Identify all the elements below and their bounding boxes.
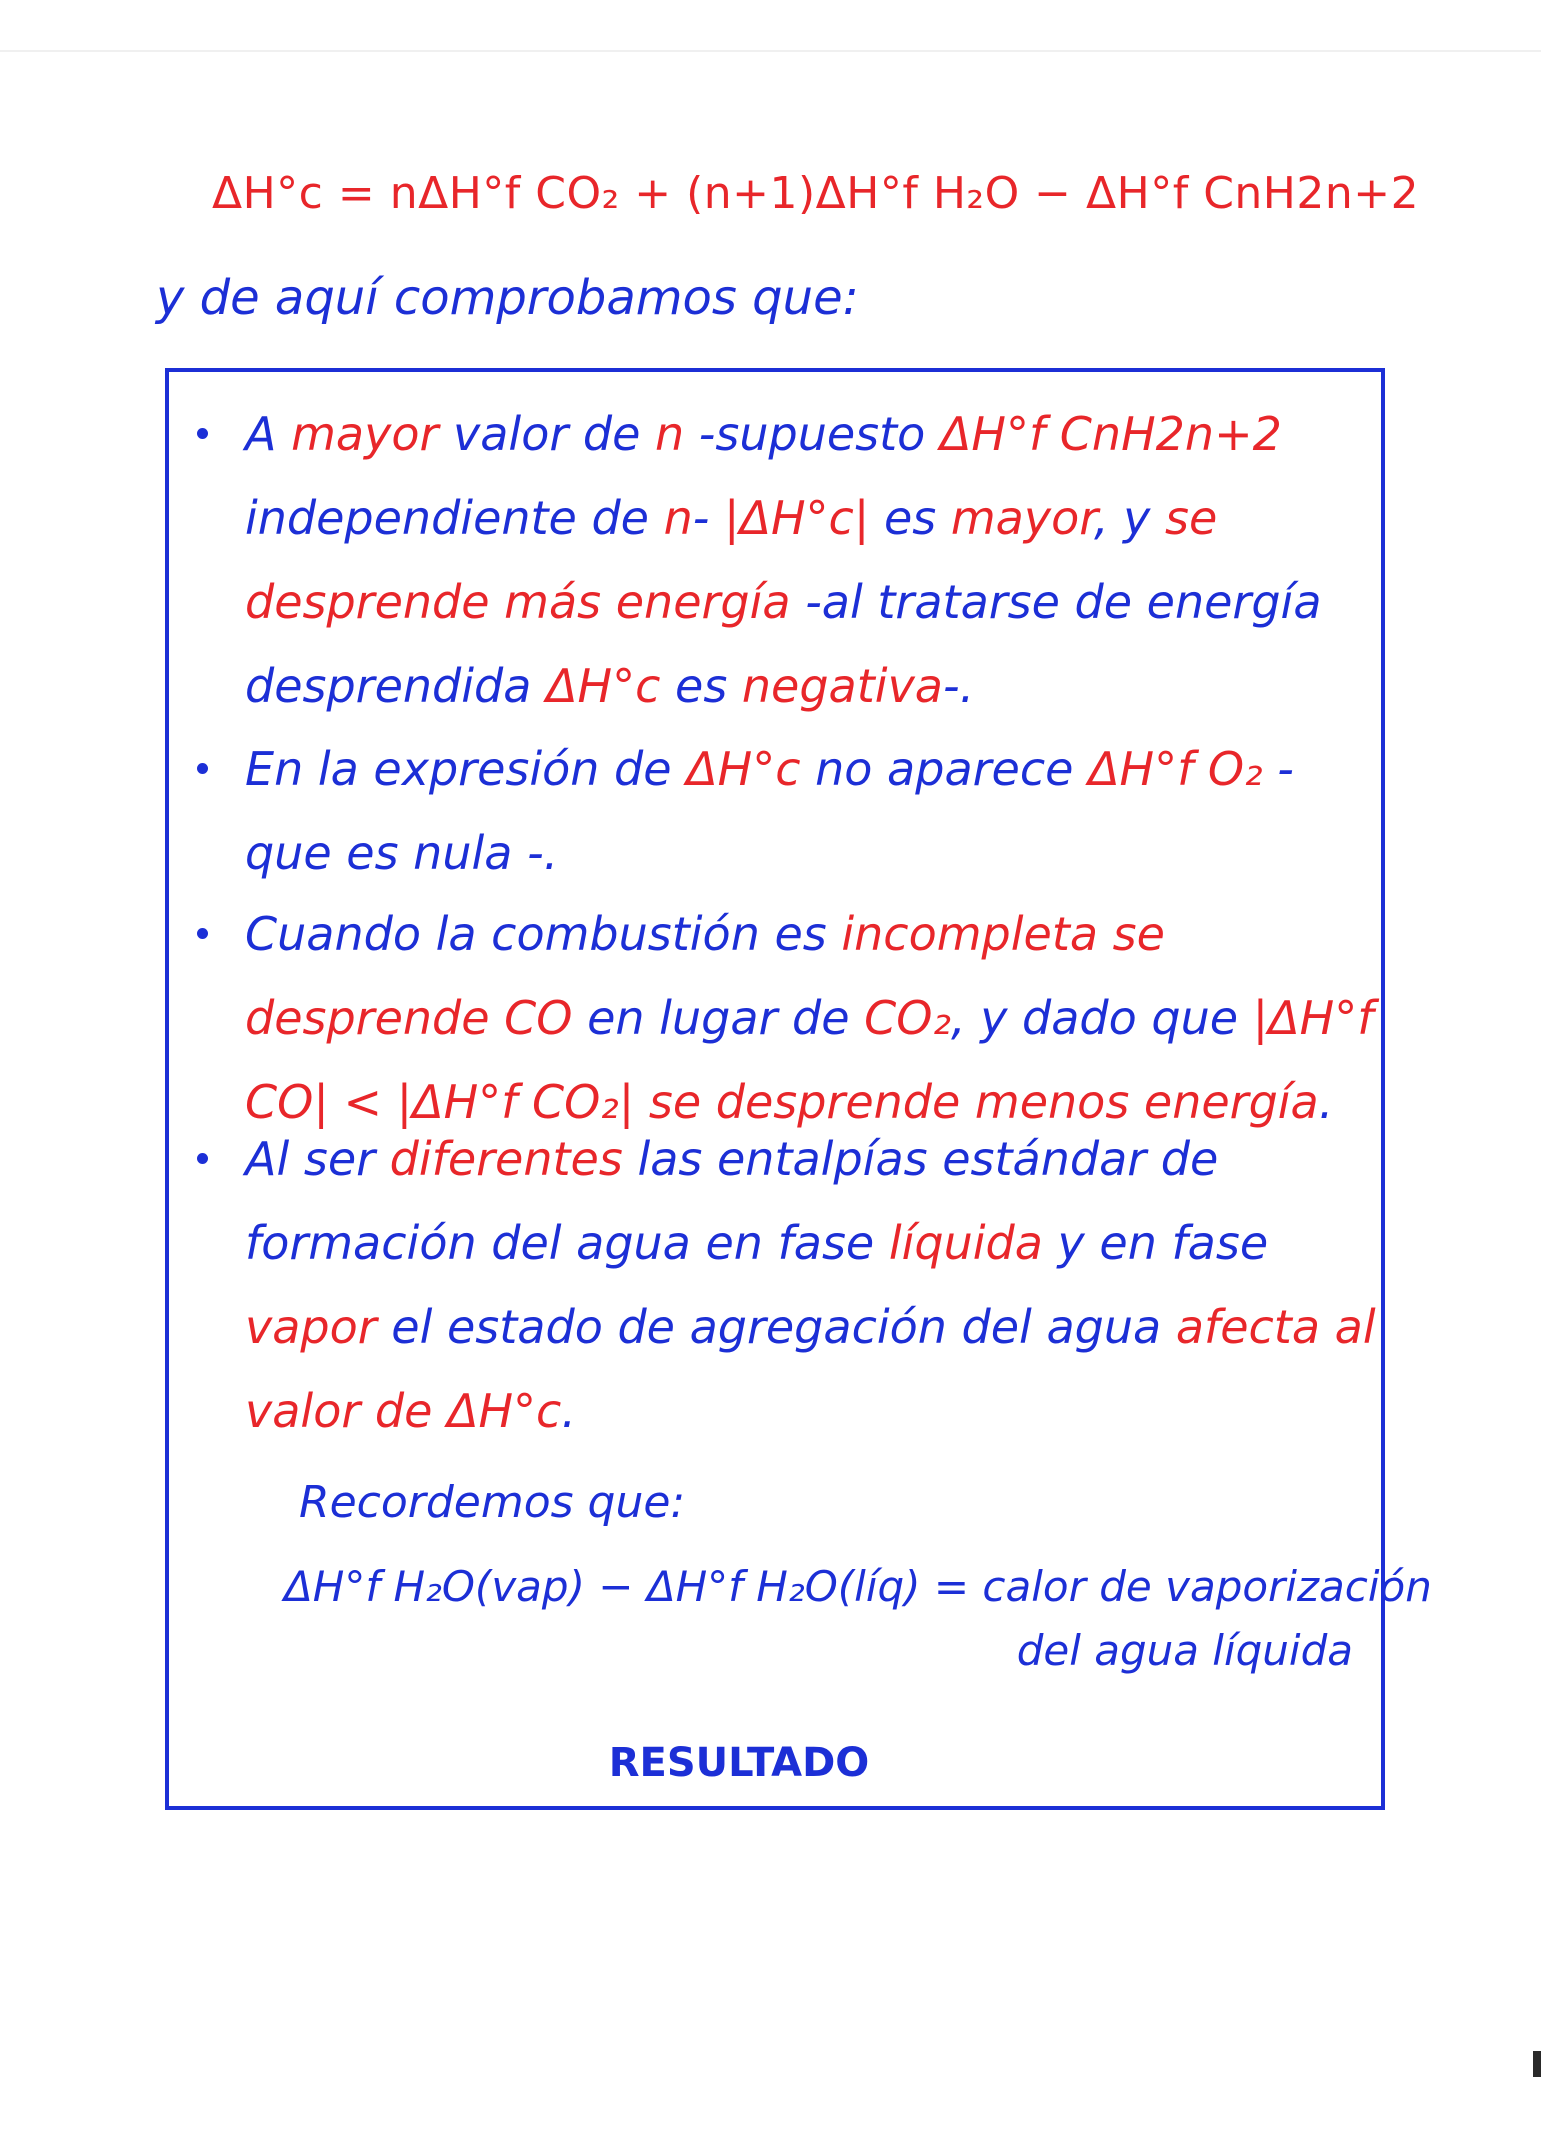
bullet-segment: independiente de — [245, 491, 664, 545]
bullet-segment: ΔH°c — [447, 1384, 562, 1438]
bullet-segment: valor de — [438, 407, 655, 461]
bullet-4 — [197, 1117, 1377, 1453]
bullet-segment: ΔH°c — [546, 659, 661, 713]
scan-edge-mark — [1533, 2051, 1541, 2077]
bullet-segment: es — [869, 491, 951, 545]
bullet-segment: , y dado que — [950, 991, 1253, 1045]
intro-line: y de aquí comprobamos que: — [156, 270, 859, 326]
bullet-segment: vapor — [245, 1300, 377, 1354]
vaporization-equation: ΔH°f H₂O(vap) − ΔH°f H₂O(líq) = calor de vaporización — [284, 1562, 1432, 1611]
bullet-segment: -. — [942, 659, 975, 713]
bullet-segment: ΔH°c — [686, 742, 801, 796]
bullet-segment: Cuando la combustión es — [245, 907, 842, 961]
bullet-segment: afecta al valor de — [245, 1300, 1376, 1438]
bullet-text — [245, 727, 1377, 895]
bullet-segment: en lugar de — [572, 991, 865, 1045]
vaporization-equation-continued: del agua líquida — [1016, 1626, 1353, 1675]
bullet-segment: , y — [1093, 491, 1166, 545]
page-edge — [0, 50, 1541, 52]
bullet-text — [245, 392, 1377, 728]
bullet-segment: mayor — [291, 407, 439, 461]
result-label: RESULTADO — [608, 1740, 870, 1786]
bullet-segment: En la expresión de — [245, 742, 687, 796]
bullet-segment: el estado de agregación del agua — [376, 1300, 1176, 1354]
conclusions-box — [165, 368, 1432, 1810]
bullet-segment: y en fase — [1042, 1216, 1269, 1270]
bullet-segment: diferentes — [389, 1132, 623, 1186]
bullet-segment: . — [561, 1384, 576, 1438]
bullet-segment: -supuesto — [684, 407, 940, 461]
bullet-text — [245, 1117, 1377, 1453]
bullet-1 — [197, 392, 1377, 728]
bullet-segment: incompleta se desprende CO — [245, 907, 1165, 1045]
note-heading: Recordemos que: — [299, 1477, 686, 1528]
bullet-segment: ΔH°f CnH2n+2 — [939, 407, 1282, 461]
bullet-segment: A — [245, 407, 292, 461]
bullet-segment: líquida — [888, 1216, 1043, 1270]
bullet-segment: . — [1318, 1075, 1334, 1129]
bullet-segment: |ΔH°c| — [724, 491, 870, 545]
bullet-segment: Al ser — [245, 1132, 390, 1186]
bullet-segment: -al tratarse de energía desprendida — [245, 575, 1322, 713]
bullet-segment: - — [692, 491, 724, 545]
bullet-text — [245, 892, 1377, 1144]
bullet-segment: n — [663, 491, 693, 545]
bullet-segment: n — [655, 407, 685, 461]
bullet-2 — [197, 727, 1377, 895]
bullet-segment: |ΔH°f CO| < |ΔH°f CO₂| se desprende menos energía — [245, 991, 1374, 1129]
bullet-segment: es — [660, 659, 742, 713]
bullet-segment: -que es nula -. — [245, 742, 1294, 880]
bullet-3 — [197, 892, 1377, 1144]
bullet-dot — [197, 928, 208, 939]
bullet-segment: CO₂ — [864, 991, 951, 1045]
bullet-segment: ΔH°f O₂ — [1088, 742, 1263, 796]
bullet-dot — [197, 763, 208, 774]
bullet-dot — [197, 428, 208, 439]
combustion-enthalpy-formula: ΔH°c = nΔH°f CO₂ + (n+1)ΔH°f H₂O − ΔH°f CnH2n+2 — [212, 168, 1420, 219]
bullet-segment: se desprende más energía — [245, 491, 1218, 629]
bullet-segment: negativa — [741, 659, 943, 713]
bullet-segment: las entalpías estándar de formación del agua en fase — [245, 1132, 1219, 1270]
bullet-dot — [197, 1153, 208, 1164]
bullet-segment: mayor — [950, 491, 1094, 545]
bullet-segment: no aparece — [800, 742, 1089, 796]
